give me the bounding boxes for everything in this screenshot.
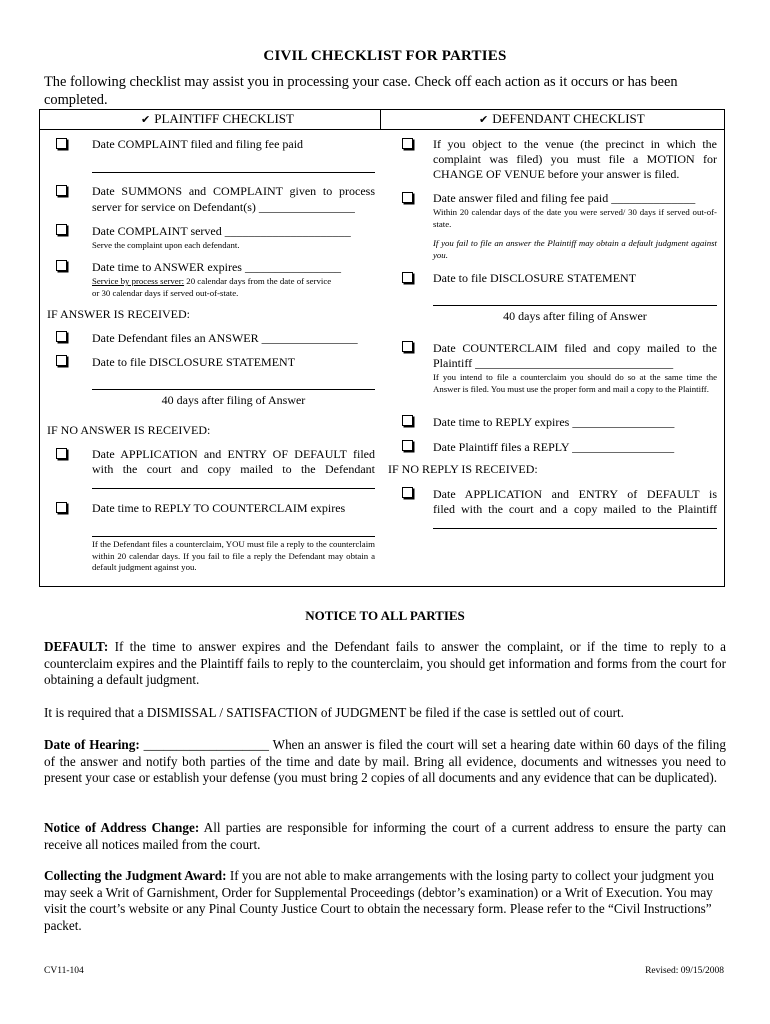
defendant-item-venue-3: CHANGE OF VENUE before your answer is filed. bbox=[433, 167, 680, 181]
defendant-item-plaintiff-reply: Date Plaintiff files a REPLY _________________ bbox=[433, 440, 675, 454]
defendant-item-answer-filed: Date answer filed and filing fee paid ______________ bbox=[433, 191, 696, 205]
notice-title: NOTICE TO ALL PARTIES bbox=[305, 608, 465, 623]
intro-text: The following checklist may assist you in processing your case. Check off each action as it occurs or has been completed. bbox=[44, 74, 678, 108]
plaintiff-item-complaint: Date COMPLAINT filed and filing fee paid bbox=[92, 137, 304, 151]
plaintiff-item-served: Date COMPLAINT served _____________________ bbox=[92, 224, 351, 238]
if-answer-received: IF ANSWER IS RECEIVED: bbox=[47, 307, 191, 321]
fill-line bbox=[92, 488, 375, 489]
checkbox-plaintiff-disclosure[interactable] bbox=[56, 355, 67, 366]
page-title: CIVIL CHECKLIST FOR PARTIES bbox=[263, 48, 507, 64]
plaintiff-counterclaim-note: If the Defendant files a counterclaim, YOU must file a reply to the counterclaim within 20 calendar days. If you fail to file a reply the Defendant may obtain a default judgment against you. bbox=[92, 539, 375, 572]
checkbox-defendant-answer-filed[interactable] bbox=[402, 192, 413, 203]
fill-line bbox=[433, 305, 717, 306]
checkbox-defendant-disclosure[interactable] bbox=[402, 272, 413, 283]
check-icon: ✔ bbox=[479, 113, 489, 126]
defendant-item-counterclaim-2: Plaintiff _________________________________ bbox=[433, 356, 674, 370]
checkbox-defendant-plaintiff-reply[interactable] bbox=[402, 440, 413, 451]
form-number: CV11-104 bbox=[44, 966, 84, 976]
defendant-item-disclosure: Date to file DISCLOSURE STATEMENT bbox=[433, 271, 637, 285]
checkbox-plaintiff-summons[interactable] bbox=[56, 185, 67, 196]
defendant-counterclaim-note: If you intend to file a counterclaim you should do so at the same time the Answer is filed. You must use the proper form and mail a copy to the Plaintiff. bbox=[433, 372, 717, 394]
plaintiff-answer-expires-note: Service by process server: 20 calendar days from the date of service or 30 calendar days if served out-of-state. bbox=[92, 276, 332, 298]
checkbox-plaintiff-served[interactable] bbox=[56, 224, 67, 235]
defendant-answer-filed-note: Within 20 calendar days of the date you were served/ 30 days if served out-of-state. bbox=[433, 207, 717, 229]
header-divider bbox=[40, 129, 724, 130]
collecting-paragraph: Collecting the Judgment Award: If you are not able to make arrangements with the losing party to collect your judgment you may seek a Writ of Garnishment, Order for Supplemental Proceedings (debtor’s examination) or a Writ of Execution. You may visit the court’s website or any Pinal County Justice Court to obtain the necessary form. Please refer to the “Civil Instructions” packet. bbox=[44, 868, 714, 933]
plaintiff-item-default: Date APPLICATION and ENTRY OF DEFAULT filed bbox=[92, 447, 375, 461]
defendant-item-venue: If you object to the venue (the precinct in which the bbox=[433, 137, 717, 151]
plaintiff-header: ✔ PLAINTIFF CHECKLIST bbox=[141, 111, 294, 126]
address-change-paragraph: Notice of Address Change: All parties are responsible for informing the court of a current address to ensure the party can receive all notices mailed from the court. bbox=[44, 820, 726, 852]
checkbox-plaintiff-default[interactable] bbox=[56, 448, 67, 459]
hearing-paragraph: Date of Hearing: ___________________ When an answer is filed the court will set a hearing date within 60 days of the filing of the answer and notify both parties of the time and date by mail. Bring all evidence, documents and witnesses you need to present your case or establish your defense (you must bring 2 copies of all documents and any evidence that can be duplicated). bbox=[44, 737, 726, 785]
fill-line bbox=[92, 536, 375, 537]
plaintiff-item-summons: Date SUMMONS and COMPLAINT given to process bbox=[92, 184, 375, 198]
if-no-answer-received: IF NO ANSWER IS RECEIVED: bbox=[47, 423, 211, 437]
defendant-item-default-2: filed with the court and a copy mailed to the Plaintiff bbox=[433, 502, 717, 516]
revised-date: Revised: 09/15/2008 bbox=[645, 966, 724, 976]
defendant-item-reply-expires: Date time to REPLY expires _________________ bbox=[433, 415, 675, 429]
defendant-item-default: Date APPLICATION and ENTRY of DEFAULT is bbox=[433, 487, 717, 501]
plaintiff-disclosure-note: 40 days after filing of Answer bbox=[161, 393, 306, 407]
plaintiff-served-note: Serve the complaint upon each defendant. bbox=[92, 240, 240, 250]
default-paragraph: DEFAULT: If the time to answer expires and the Defendant fails to answer the complaint, or if the time to reply to a counterclaim expires and the Plaintiff fails to reply to the counterclaim, you should get information and forms from the court for obtaining a default judgment. bbox=[44, 639, 726, 687]
check-icon: ✔ bbox=[141, 113, 151, 126]
checkbox-plaintiff-answer-expires[interactable] bbox=[56, 260, 67, 271]
fill-line bbox=[92, 389, 375, 390]
column-divider bbox=[380, 110, 381, 129]
plaintiff-item-disclosure: Date to file DISCLOSURE STATEMENT bbox=[92, 355, 296, 369]
defendant-header: ✔ DEFENDANT CHECKLIST bbox=[479, 111, 645, 126]
defendant-item-venue-2: complaint was filed) you must file a MOTION for bbox=[433, 152, 717, 166]
plaintiff-item-answer-expires: Date time to ANSWER expires ________________ bbox=[92, 260, 341, 274]
checklist-table bbox=[39, 109, 725, 587]
defendant-item-counterclaim: Date COUNTERCLAIM filed and copy mailed to the bbox=[433, 341, 717, 355]
defendant-answer-warning: If you fail to file an answer the Plaintiff may obtain a default judgment against you. bbox=[433, 238, 717, 260]
if-no-reply-received: IF NO REPLY IS RECEIVED: bbox=[388, 462, 538, 476]
fill-line bbox=[433, 528, 717, 529]
checkbox-plaintiff-reply-counterclaim[interactable] bbox=[56, 502, 67, 513]
checkbox-defendant-default[interactable] bbox=[402, 487, 413, 498]
plaintiff-item-summons-2: server for service on Defendant(s) ________________ bbox=[92, 200, 355, 214]
plaintiff-item-reply-counterclaim: Date time to REPLY TO COUNTERCLAIM expires bbox=[92, 501, 346, 515]
fill-line bbox=[92, 172, 375, 173]
dismissal-paragraph: It is required that a DISMISSAL / SATISFACTION of JUDGMENT be filed if the case is settled out of court. bbox=[44, 705, 624, 720]
defendant-disclosure-note: 40 days after filing of Answer bbox=[503, 309, 647, 323]
plaintiff-item-default-2: with the court and copy mailed to the Defendant bbox=[92, 462, 375, 476]
checkbox-plaintiff-defendant-answer[interactable] bbox=[56, 331, 67, 342]
checkbox-defendant-reply-expires[interactable] bbox=[402, 415, 413, 426]
checkbox-defendant-counterclaim[interactable] bbox=[402, 341, 413, 352]
plaintiff-item-defendant-answer: Date Defendant files an ANSWER ________________ bbox=[92, 331, 358, 345]
checkbox-defendant-venue[interactable] bbox=[402, 138, 413, 149]
checkbox-plaintiff-complaint[interactable] bbox=[56, 138, 67, 149]
